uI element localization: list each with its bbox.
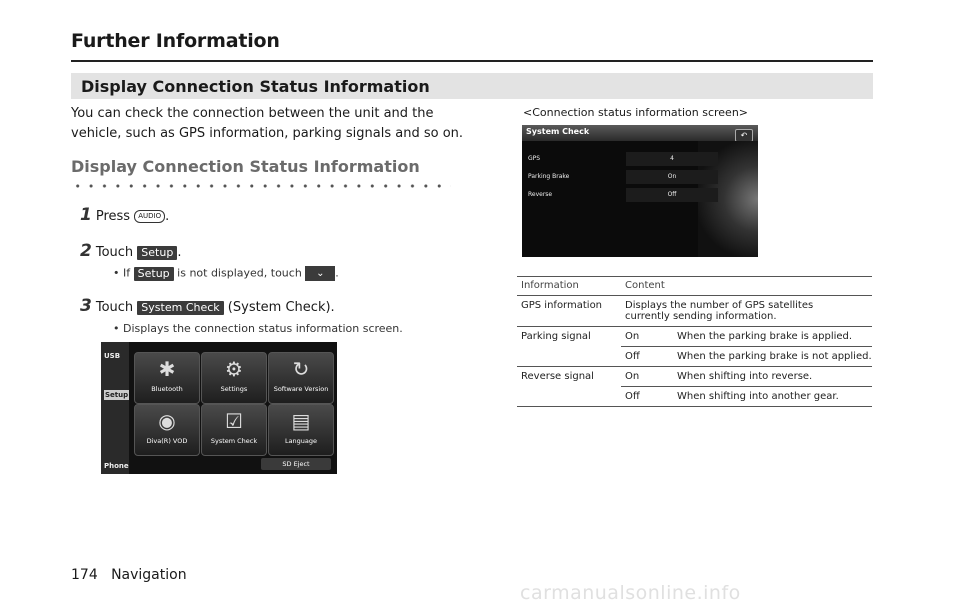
table-row [517, 387, 872, 407]
info-table [517, 276, 872, 407]
bluetooth-tile [134, 352, 200, 404]
software-version-tile [268, 352, 334, 404]
status-row-gps [526, 152, 716, 166]
settings-tile [201, 352, 267, 404]
step-text: Press [95, 209, 131, 224]
screen-caption: <Connection status information screen> [523, 106, 749, 119]
status-value: Off [626, 188, 718, 202]
table-cell: Off [621, 347, 673, 367]
step-suffix: (System Check). [227, 300, 335, 315]
dotted-divider [71, 183, 451, 189]
sd-eject-button: SD Eject [261, 458, 331, 470]
bullet-text: If [123, 266, 131, 280]
title-rule [71, 60, 873, 62]
column-header: Content [621, 277, 872, 296]
table-cell: When shifting into reverse. [673, 367, 872, 387]
setup-button-label: Setup [137, 246, 177, 260]
setup-menu-screenshot [101, 342, 337, 474]
watermark: carmanualsonline.info [520, 582, 741, 604]
refresh-icon: ↻ [292, 357, 310, 381]
tile-label: Bluetooth [151, 385, 183, 393]
menu-sidebar [101, 342, 129, 474]
tile-label: Language [284, 437, 318, 445]
system-check-screenshot [522, 125, 758, 257]
system-check-title: System Check [526, 127, 590, 136]
status-row-parking [526, 170, 716, 184]
table-cell: Off [621, 387, 673, 407]
step-text: Touch [95, 245, 134, 260]
intro-line-1: You can check the connection between the unit and the [71, 106, 434, 121]
table-row [517, 327, 872, 347]
tile-label: Software Version [273, 385, 329, 393]
disc-icon: ◉ [158, 409, 176, 433]
system-check-tile [201, 404, 267, 456]
table-cell: When shifting into another gear. [673, 387, 872, 407]
tile-label: Settings [220, 385, 248, 393]
intro-text [71, 104, 471, 144]
status-row-reverse [526, 188, 716, 202]
subsection-title: Display Connection Status Information [71, 157, 420, 176]
step-number: 3 [80, 296, 92, 316]
table-cell: When the parking brake is not applied. [673, 347, 872, 367]
section-header [71, 73, 873, 99]
book-icon: ▤ [291, 409, 311, 433]
page-footer: 174 Navigation [71, 567, 187, 583]
page-title: Further Information [71, 30, 280, 52]
table-row [517, 347, 872, 367]
step-1: 1 Press AUDIO . [80, 205, 170, 225]
language-tile [268, 404, 334, 456]
tile-label: System Check [210, 437, 258, 445]
status-key: GPS [528, 155, 541, 162]
status-key: Reverse [528, 191, 553, 198]
step-2-bullet: • If Setup is not displayed, touch ⌄ . [113, 266, 339, 280]
table-cell: On [621, 327, 673, 347]
checklist-icon: ☑ [225, 409, 243, 433]
system-check-button-label: System Check [137, 301, 223, 315]
back-icon: ↶ [735, 129, 753, 142]
table-row [517, 296, 872, 327]
usb-icon: USB [104, 352, 121, 360]
step-2: 2 Touch Setup . [80, 241, 182, 261]
table-cell: GPS information [517, 296, 621, 327]
table-cell: Displays the number of GPS satellites currently sending information. [621, 296, 872, 327]
bullet-text: is not displayed, touch [177, 266, 302, 280]
intro-line-2: vehicle, such as GPS information, parking signals and so on. [71, 126, 464, 141]
step-number: 2 [80, 241, 92, 261]
diva-vod-tile [134, 404, 200, 456]
tile-label: Diva(R) VOD [146, 437, 188, 445]
table-cell: Parking signal [521, 331, 591, 342]
step-3-bullet: • Displays the connection status information screen. [113, 322, 403, 335]
audio-key-icon: AUDIO [134, 210, 165, 223]
chevron-down-icon: ⌄ [305, 266, 335, 281]
step-text: Touch [95, 300, 134, 315]
setup-button-label: Setup [134, 267, 174, 281]
status-value: 4 [626, 152, 718, 166]
column-header: Information [517, 277, 621, 296]
bullet-text: Displays the connection status information screen. [123, 322, 403, 335]
gear-icon: ⚙ [225, 357, 243, 381]
table-row [517, 367, 872, 387]
bluetooth-icon: ✱ [158, 357, 176, 381]
phone-icon: Phone [104, 462, 129, 470]
table-cell: On [621, 367, 673, 387]
status-value: On [626, 170, 718, 184]
step-number: 1 [80, 205, 92, 225]
table-cell: When the parking brake is applied. [673, 327, 872, 347]
step-3 [80, 296, 335, 316]
section-title: Display Connection Status Information [81, 77, 430, 96]
table-cell: Reverse signal [521, 371, 594, 382]
setup-icon: Setup [105, 391, 129, 399]
status-key: Parking Brake [528, 173, 570, 180]
